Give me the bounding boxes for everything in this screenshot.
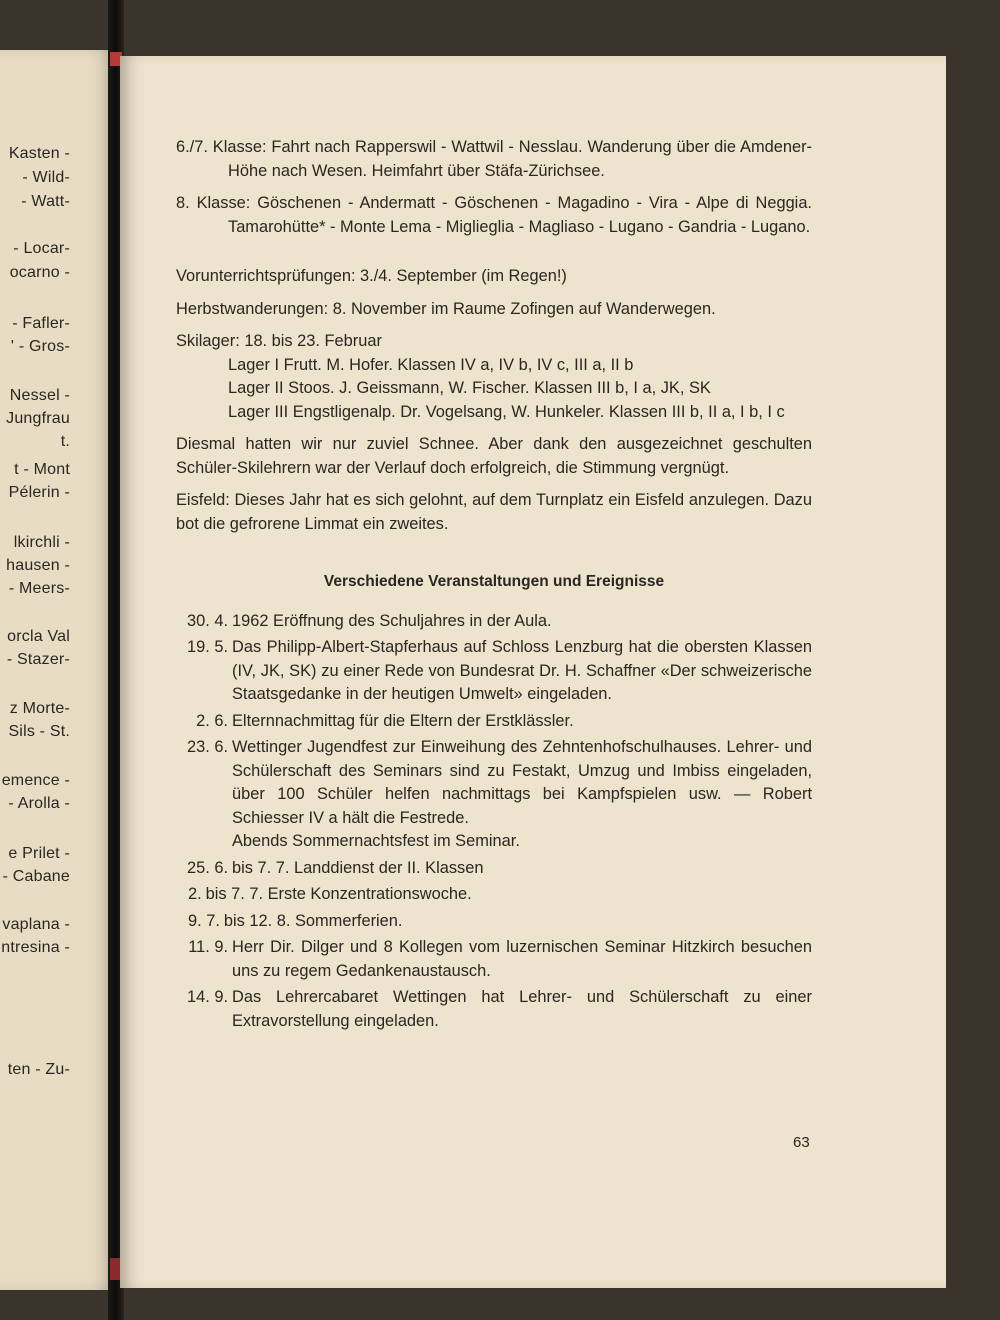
event-date: 2. [188, 885, 202, 903]
trip-entry: 6./7. Klasse: Fahrt nach Rapperswil - Wattwil - Nesslau. Wanderung über die Amdener-Höhe nach Wesen. Heimfahrt über Stäfa-Zürichsee. [176, 138, 812, 180]
event-extra: Abends Sommernachtsfest im Seminar. [232, 832, 520, 850]
left-page-line: - Arolla - [8, 795, 70, 812]
left-page-line: Nessel - [9, 387, 70, 404]
event-item [176, 986, 812, 1033]
page-content [176, 136, 812, 1036]
skilager-title: Skilager: 18. bis 23. Februar [176, 332, 382, 350]
event-text: bis 7. 7. Landdienst der II. Klassen [232, 858, 484, 877]
left-page-line: - Meers- [8, 580, 70, 597]
event-text: Herr Dir. Dilger und 8 Kollegen vom luzernischen Seminar Hitzkirch besuchen uns zu regem Gedankenaustausch. [232, 938, 812, 980]
section-heading: Verschiedene Veranstaltungen und Ereignisse [323, 573, 665, 590]
left-page-line: - Cabane [2, 868, 70, 885]
left-page-line: ntresina - [1, 939, 70, 956]
event-date: 30. 4. [186, 611, 228, 630]
left-page-line: Pélerin - [8, 484, 70, 501]
left-page-line: t. [60, 433, 70, 450]
left-page-line: orcla Val [7, 628, 70, 645]
page-number: 63 [793, 1134, 810, 1151]
herbst-text: Herbstwanderungen: 8. November im Raume Zofingen auf Wanderwegen. [176, 299, 716, 318]
event-item [176, 636, 812, 707]
event-text: bis 7. 7. Erste Konzentrationswoche. [205, 885, 472, 903]
left-page-line: t - Mont [14, 461, 70, 478]
skilager-line: Lager II Stoos. J. Geissmann, W. Fischer. Klassen III b, I a, JK, SK [228, 379, 711, 397]
event-text: 1962 Eröffnung des Schuljahres in der Aula. [232, 611, 552, 630]
left-page-line: ' - Gros- [10, 338, 70, 355]
left-page-line: - Fafler- [12, 315, 70, 332]
event-text: Das Philipp-Albert-Stapferhaus auf Schloss Lenzburg hat die obersten Klassen (IV, JK, SK) zu einer Rede von Bundesrat Dr. H. Schaffner «Der schweizerische Staatsgedanke in der heutigen Umwelt» eingeladen. [232, 638, 812, 703]
left-page-line: ocarno - [9, 264, 70, 281]
left-page-line: lkirchli - [13, 534, 70, 551]
left-page [0, 50, 118, 1290]
event-item [176, 936, 812, 983]
left-page-line: - Locar- [13, 240, 70, 257]
event-date: 11. 9. [188, 938, 228, 956]
right-page [120, 56, 946, 1288]
skilager-line: Lager III Engstligenalp. Dr. Vogelsang, W. Hunkeler. Klassen III b, II a, I b, I c [228, 402, 785, 421]
left-page-line: Jungfrau [6, 410, 70, 427]
trip-entry: 8. Klasse: Göschenen - Andermatt - Göschenen - Magadino - Vira - Alpe di Neggia. Tamarohütte* - Monte Lema - Miglieglia - Magliaso - Lugano - Gandria - Lugano. [176, 194, 812, 236]
event-text: Das Lehrercabaret Wettingen hat Lehrer- und Schülerschaft zu einer Extravorstellung eingeladen. [232, 988, 812, 1030]
event-item [176, 610, 812, 634]
eisfeld-paragraph: Eisfeld: Dieses Jahr hat es sich gelohnt, auf dem Turnplatz ein Eisfeld anzulegen. Dazu bot die gefrorene Limmat ein zweites. [176, 491, 812, 533]
left-page-line: Sils - St. [8, 723, 70, 740]
left-page-line: ten - Zu- [7, 1061, 70, 1078]
left-page-line: hausen - [6, 557, 70, 574]
left-page-line: - Watt- [21, 193, 70, 210]
event-item [176, 710, 812, 734]
event-date: 25. 6. [186, 858, 228, 877]
event-text: Wettinger Jugendfest zur Einweihung des Zehntenhofschulhauses. Lehrer- und Schülerschaft des Seminars sind zu Festakt, Umzug und Imbiss eingeladen, über 100 Schüler helfen nachmittags bei Kampfspielen usw. — Robert Schiesser IV a hält die Festrede. [232, 738, 812, 827]
left-page-line: z Morte- [9, 700, 70, 717]
diesmal-paragraph: Diesmal hatten wir nur zuviel Schnee. Aber dank den ausgezeichnet geschulten Schüler-Skilehrern war der Verlauf doch erfolgreich, die Stimmung vergnügt. [176, 435, 812, 477]
event-item [176, 736, 812, 854]
skilager-line: Lager I Frutt. M. Hofer. Klassen IV a, IV b, IV c, III a, II b [228, 355, 634, 374]
vorunterricht-text: Vorunterrichtsprüfungen: 3./4. September (im Regen!) [176, 267, 567, 285]
event-date: 9. 7. [188, 911, 220, 930]
event-date: 2. 6. [196, 711, 228, 730]
event-date: 14. 9. [186, 988, 228, 1006]
event-text: Elternnachmittag für die Eltern der Erstklässler. [232, 711, 574, 730]
event-item [176, 857, 812, 881]
left-page-line: vaplana - [2, 916, 70, 933]
left-page-line: Kasten - [8, 145, 70, 162]
left-page-line: - Stazer- [6, 651, 70, 668]
event-text: bis 12. 8. Sommerferien. [223, 911, 403, 930]
event-date: 19. 5. [186, 638, 228, 656]
left-page-line: - Wild- [22, 169, 70, 186]
left-page-line: emence - [1, 772, 70, 789]
left-page-line: e Prilet - [8, 845, 70, 862]
event-item [176, 910, 812, 934]
event-item [176, 883, 812, 907]
event-date: 23. 6. [186, 738, 228, 756]
